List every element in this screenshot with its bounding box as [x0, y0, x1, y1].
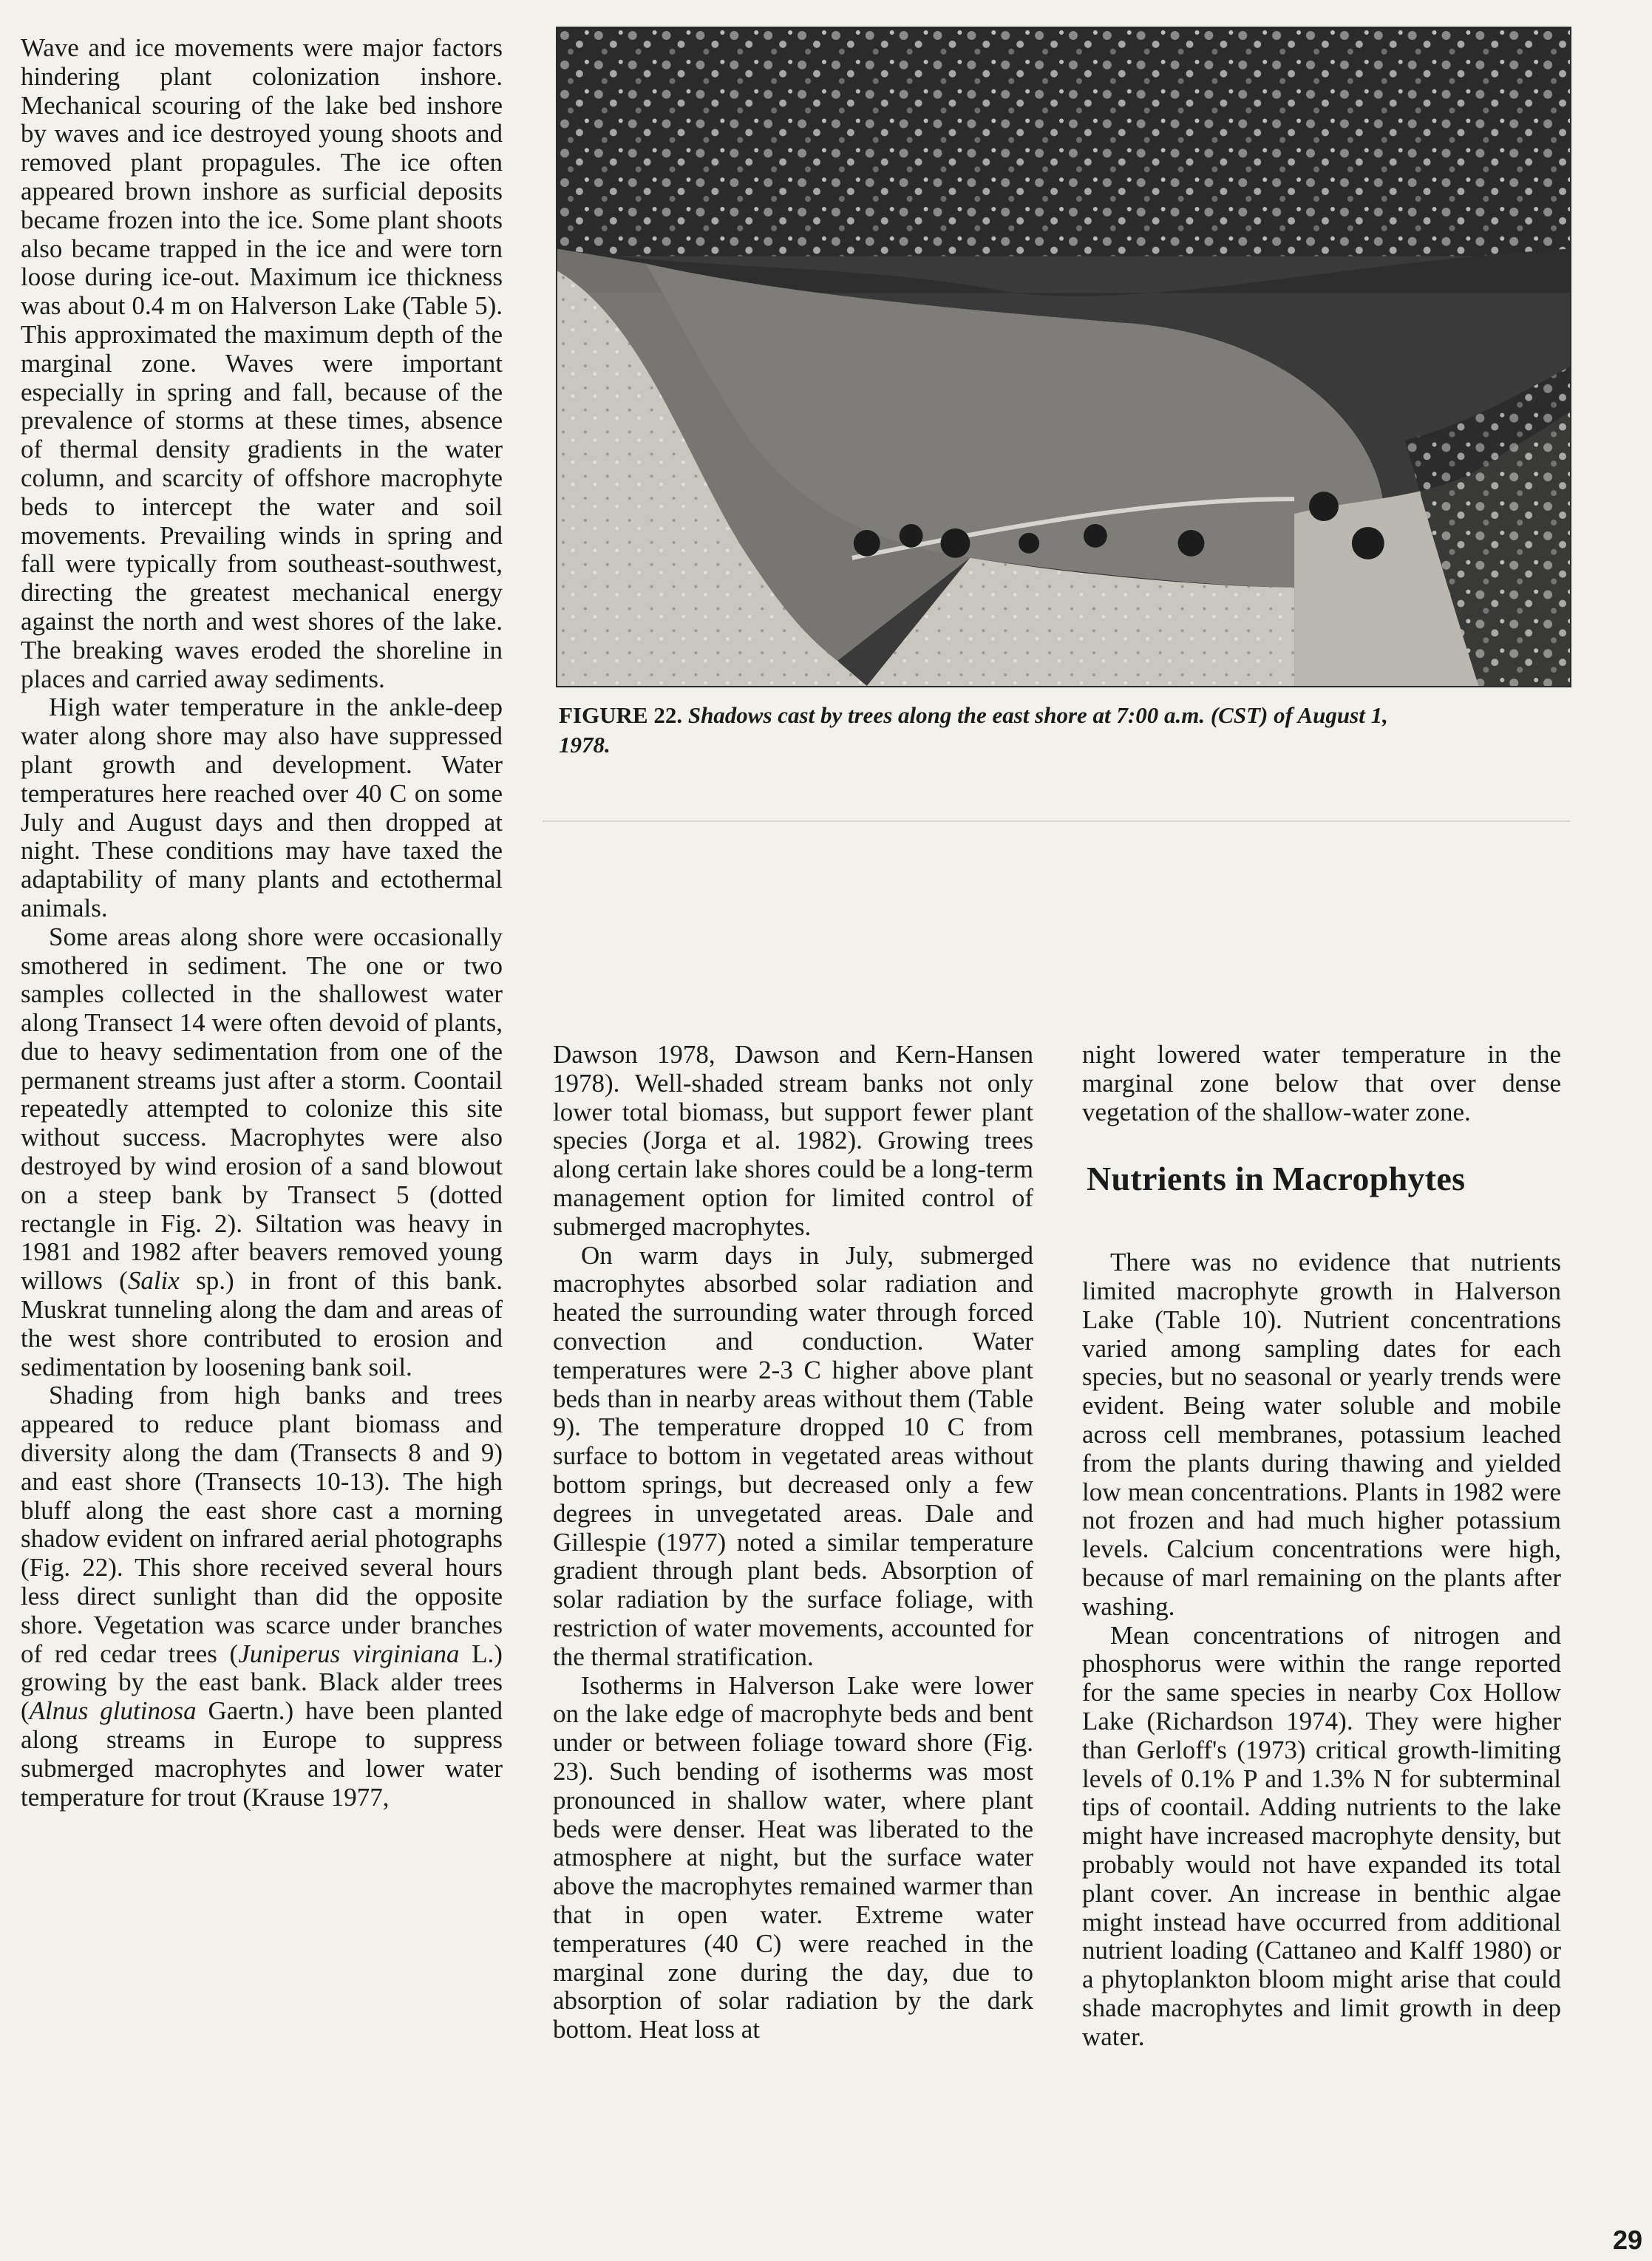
page-number: 29 [1613, 2225, 1643, 2255]
paragraph: Dawson 1978, Dawson and Kern-Hansen 1978). Well-shaded stream banks not only lower total biomass, but support fewer plant species (Jorga et al. 1982). Growing trees along certain lake shores could be a long-term management option for limited control of submerged macrophytes. [553, 1040, 1033, 1241]
paragraph: night lowered water temperature in the marginal zone below that over dense vegetation of the shallow-water zone. [1082, 1040, 1561, 1126]
paragraph: Wave and ice movements were major factors hindering plant colonization inshore. Mechanical scouring of the lake bed inshore by waves and ice destroyed young shoots and removed plant propagules. The ice often appeared brown inshore as surficial deposits became frozen into the ice. Some plant shoots also became trapped in the ice and were torn loose during ice-out. Maximum ice thickness was about 0.4 m on Halverson Lake (Table 5). This approximated the maximum depth of the marginal zone. Waves were important especially in spring and fall, because of the prevalence of storms at these times, absence of thermal density gradients in the water column, and scarcity of offshore macrophyte beds to intercept the water and soil movements. Prevailing winds in spring and fall were typically from southeast-southwest, directing the greatest mechanical energy against the north and west shores of the lake. The breaking waves eroded the shoreline in places and carried away sediments. [21, 33, 503, 693]
figure-22 [543, 22, 1577, 835]
figure-label: FIGURE 22. [559, 702, 683, 728]
figure-caption [559, 701, 1431, 760]
paragraph: High water temperature in the ankle-deep water along shore may also have suppressed plant growth and development. Water temperatures here reached over 40 C on some July and August days and then dropped at night. These conditions may have taxed the adaptability of many plants and ectothermal animals. [21, 693, 503, 922]
text-column-right [1082, 1041, 1561, 2052]
section-heading: Nutrients in Macrophytes [1087, 1160, 1466, 1198]
caption-text: Shadows cast by trees along the east shore at 7:00 a.m. (CST) of August 1, 1978. [559, 702, 1388, 758]
paragraph: Some areas along shore were occasionally smothered in sediment. The one or two samples collected in the shallowest water along Transect 14 were often devoid of plants, due to heavy sedimentation from one of the permanent streams just after a storm. Coontail repeatedly attempted to colonize this site without success. Macrophytes were also destroyed by wind erosion of a sand blowout on a steep bank by Transect 5 (dotted rectangle in Fig. 2). Siltation was heavy in 1981 and 1982 after beavers removed young willows (Salix sp.) in front of this bank. Muskrat tunneling along the dam and areas of the west shore contributed to erosion and sedimentation by loosening bank soil. [21, 922, 503, 1381]
paragraph: There was no evidence that nutrients limited macrophyte growth in Halverson Lake (Table 10). Nutrient concentrations varied among sampling dates for each species, but no seasonal or yearly trends were evident. Being water soluble and mobile across cell membranes, potassium leached from the plants during thawing and yielded low mean concentrations. Plants in 1982 were not frozen and had much higher potassium levels. Calcium concentrations were high, because of marl remaining on the plants after washing. [1082, 1248, 1561, 1621]
text-column-left [21, 34, 503, 1812]
divider [543, 820, 1570, 834]
paragraph: Shading from high banks and trees appeared to reduce plant biomass and diversity along the dam (Transects 8 and 9) and east shore (Transects 10-13). The high bluff along the east shore cast a morning shadow evident on infrared aerial photographs (Fig. 22). This shore received several hours less direct sunlight than did the opposite shore. Vegetation was scarce under branches of red cedar trees (Juniperus virginiana L.) growing by the east bank. Black alder trees (Alnus glutinosa Gaertn.) have been planted along streams in Europe to suppress submerged macrophytes and lower water temperature for trout (Krause 1977, [21, 1381, 503, 1812]
paragraph: Mean concentrations of nitrogen and phosphorus were within the range reported for the same species in nearby Cox Hollow Lake (Richardson 1974). They were higher than Gerloff's (1973) critical growth-limiting levels of 0.1% P and 1.3% N for subterminal tips of coontail. Adding nutrients to the lake might have increased macrophyte density, but probably would not have expanded its total plant cover. An increase in benthic algae might instead have occurred from additional nutrient loading (Cattaneo and Kalff 1980) or a phytoplankton bloom might arise that could shade macrophytes and limit growth in deep water. [1082, 1620, 1561, 2051]
aerial-photo-image [557, 28, 1570, 686]
aerial-photograph [556, 27, 1571, 687]
text-column-middle [553, 1041, 1033, 2044]
paragraph: Isotherms in Halverson Lake were lower on the lake edge of macrophyte beds and bent under or between foliage toward shore (Fig. 23). Such bending of isotherms was most pronounced in shallow water, where plant beds were denser. Heat was liberated to the atmosphere at night, but the surface water above the macrophytes remained warmer than that in open water. Extreme water temperatures (40 C) were reached in the marginal zone during the day, due to absorption of solar radiation by the dark bottom. Heat loss at [553, 1670, 1033, 2044]
paragraph: On warm days in July, submerged macrophytes absorbed solar radiation and heated the surrounding water through forced convection and conduction. Water temperatures were 2-3 C higher above plant beds than in nearby areas without them (Table 9). The temperature dropped 10 C from surface to bottom in vegetated areas without bottom springs, but decreased only a few degrees in unvegetated areas. Dale and Gillespie (1977) noted a similar temperature gradient through plant beds. Absorption of solar radiation by the surface foliage, with restriction of water movements, accounted for the thermal stratification. [553, 1240, 1033, 1671]
